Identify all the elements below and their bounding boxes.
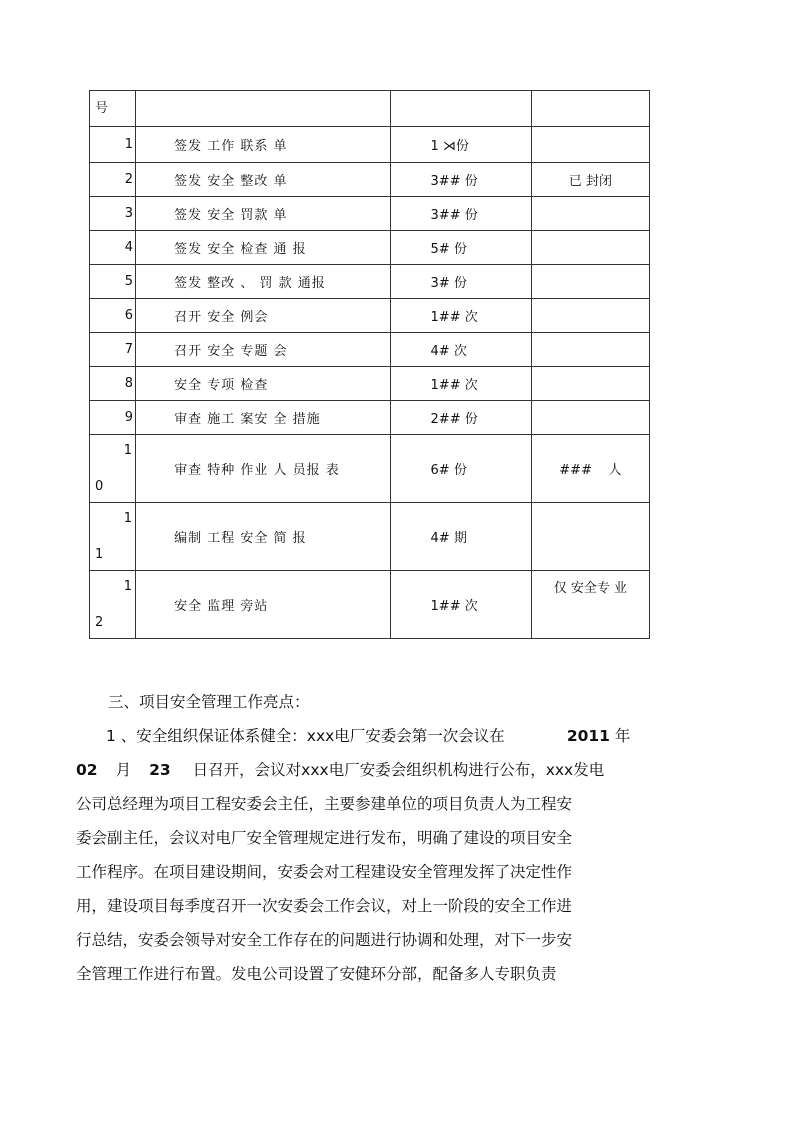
remark-cell xyxy=(531,401,649,435)
row-number-cell: 4 xyxy=(90,231,136,265)
item-cell: 审查 特种 作业 人 员报 表 xyxy=(136,435,390,503)
row-number-part: 2 xyxy=(95,615,104,630)
item-cell: 安全 监理 旁站 xyxy=(136,571,390,639)
paragraph-line-3 xyxy=(76,787,716,821)
work-table xyxy=(89,90,650,639)
section-heading-text: 三、项目安全管理工作亮点： xyxy=(108,693,310,711)
table-row xyxy=(90,401,650,435)
line-text: 用，建设项目每季度召开一次安委会工作会议，对上一阶段的安全工作进 xyxy=(76,897,573,915)
table-row xyxy=(90,571,650,639)
quantity-cell: 3## 份 xyxy=(390,197,531,231)
item-cell: 签发 工作 联系 单 xyxy=(136,127,390,163)
quantity-cell: 1## 次 xyxy=(390,571,531,639)
year-unit: 年 xyxy=(614,727,631,745)
table-row xyxy=(90,299,650,333)
table-header-row xyxy=(90,91,650,127)
month-value: 02 xyxy=(76,761,98,779)
remark-cell xyxy=(531,265,649,299)
row-number-cell xyxy=(90,435,136,503)
table-row xyxy=(90,127,650,163)
row-number-part: 1 xyxy=(123,579,133,594)
line1-text: 1 、安全组织保证体系健全：xxx电厂安委会第一次会议在 xyxy=(106,727,505,745)
remark-cell xyxy=(531,367,649,401)
item-cell: 编制 工程 安全 简 报 xyxy=(136,503,390,571)
quantity-cell: 2## 份 xyxy=(390,401,531,435)
item-cell: 签发 整改 、 罚 款 通报 xyxy=(136,265,390,299)
remark-cell xyxy=(531,231,649,265)
item-cell: 签发 安全 整改 单 xyxy=(136,163,390,197)
year-value: 2011 xyxy=(566,727,610,745)
row-number-part: 1 xyxy=(95,547,104,562)
paragraph-line-8 xyxy=(76,957,716,991)
remark-cell xyxy=(531,503,649,571)
row-number-part: 0 xyxy=(95,479,104,494)
remark-cell xyxy=(531,127,649,163)
header-qty-cell xyxy=(390,91,531,127)
item-cell: 召开 安全 专题 会 xyxy=(136,333,390,367)
paragraph-line-6 xyxy=(76,889,716,923)
paragraph-line-1 xyxy=(76,719,716,753)
item-cell: 签发 安全 检查 通 报 xyxy=(136,231,390,265)
table-row xyxy=(90,231,650,265)
row-number-cell: 5 xyxy=(90,265,136,299)
row-number-cell: 2 xyxy=(90,163,136,197)
paragraph-line-4 xyxy=(76,821,716,855)
row-number-cell xyxy=(90,571,136,639)
quantity-cell: 3## 份 xyxy=(390,163,531,197)
month-unit: 月 xyxy=(115,761,132,779)
header-item-cell xyxy=(136,91,390,127)
body-text xyxy=(76,685,716,991)
remark-cell xyxy=(531,299,649,333)
quantity-cell: 6# 份 xyxy=(390,435,531,503)
item-cell: 召开 安全 例会 xyxy=(136,299,390,333)
paragraph-line-5 xyxy=(76,855,716,889)
quantity-cell: 4# 次 xyxy=(390,333,531,367)
row-number-part: 1 xyxy=(123,511,133,526)
line-text: 全管理工作进行布置。发电公司设置了安健环分部，配备多人专职负责 xyxy=(76,965,557,983)
quantity-cell: 4# 期 xyxy=(390,503,531,571)
quantity-cell: 1## 次 xyxy=(390,367,531,401)
quantity-cell: 5# 份 xyxy=(390,231,531,265)
table-row xyxy=(90,265,650,299)
line-text: 工作程序。在项目建设期间，安委会对工程建设安全管理发挥了决定性作 xyxy=(76,863,573,881)
paragraph-line-7 xyxy=(76,923,716,957)
remark-cell: 仅 安全专 业 xyxy=(531,571,649,639)
table-row xyxy=(90,163,650,197)
quantity-cell: 3# 份 xyxy=(390,265,531,299)
row-number-cell: 9 xyxy=(90,401,136,435)
table-row xyxy=(90,367,650,401)
remark-cell xyxy=(531,333,649,367)
line-text: 公司总经理为项目工程安委会主任，主要参建单位的项目负责人为工程安 xyxy=(76,795,573,813)
paragraph-line-2 xyxy=(76,753,716,787)
row-number-cell: 3 xyxy=(90,197,136,231)
row-number-cell xyxy=(90,503,136,571)
quantity-cell: 1 ⋊份 xyxy=(390,127,531,163)
table-row xyxy=(90,197,650,231)
table-row xyxy=(90,503,650,571)
item-cell: 审查 施工 案安 全 措施 xyxy=(136,401,390,435)
remark-cell: 已 封闭 xyxy=(531,163,649,197)
table-row xyxy=(90,435,650,503)
header-num-cell: 号 xyxy=(90,91,136,127)
row-number-cell: 8 xyxy=(90,367,136,401)
line-text: 行总结，安委会领导对安全工作存在的问题进行协调和处理，对下一步安 xyxy=(76,931,573,949)
item-cell: 安全 专项 检查 xyxy=(136,367,390,401)
row-number-cell: 1 xyxy=(90,127,136,163)
item-cell: 签发 安全 罚款 单 xyxy=(136,197,390,231)
header-remark-cell xyxy=(531,91,649,127)
line2-text: 日召开，会议对xxx电厂安委会组织机构进行公布，xxx发电 xyxy=(192,761,605,779)
remark-cell xyxy=(531,197,649,231)
row-number-part: 1 xyxy=(123,443,133,458)
quantity-cell: 1## 次 xyxy=(390,299,531,333)
day-value: 23 xyxy=(149,761,171,779)
remark-cell: ### 人 xyxy=(531,435,649,503)
row-number-cell: 6 xyxy=(90,299,136,333)
line-text: 委会副主任，会议对电厂安全管理规定进行发布，明确了建设的项目安全 xyxy=(76,829,573,847)
table-row xyxy=(90,333,650,367)
row-number-cell: 7 xyxy=(90,333,136,367)
section-heading xyxy=(76,685,716,719)
